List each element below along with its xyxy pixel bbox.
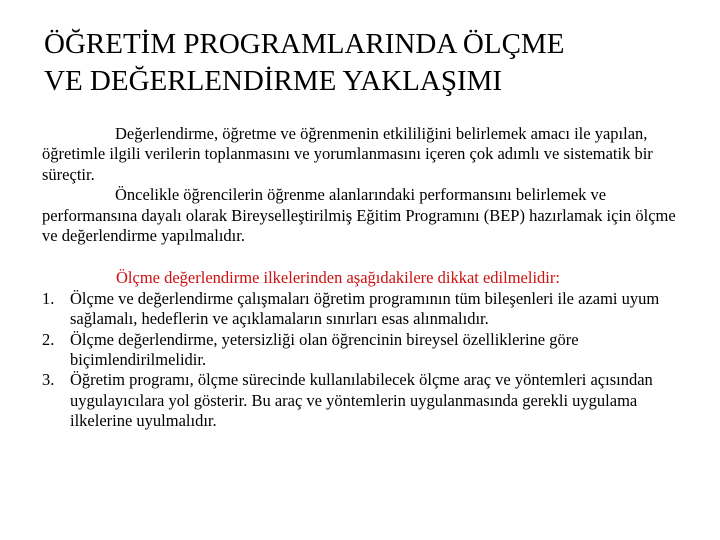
list-item xyxy=(42,370,692,431)
principles-list xyxy=(42,289,692,432)
list-item-text: Ölçme ve değerlendirme çalışmaları öğretim programının tüm bileşenleri ile azami uyum sağlamalı, hedeflerin ve açıklamaların sınırları esas alınmalıdır. xyxy=(70,288,660,329)
list-item-text: Öğretim programı, ölçme sürecinde kullanılabilecek ölçme araç ve yöntemleri açısından uygulayıcılara yol gösterir. Bu araç ve yöntemlerin uygulanmasında gerekli uygulama ilkelerine uyulmalıdır. xyxy=(70,370,653,431)
slide-title xyxy=(44,26,704,100)
list-item-text: Ölçme değerlendirme, yetersizliği olan öğrencinin bireysel özelliklerine göre biçimlendirilmelidir. xyxy=(70,329,579,370)
list-item-number: 3. xyxy=(42,370,55,390)
list-item xyxy=(42,330,692,371)
list-item-number: 1. xyxy=(42,288,55,308)
list-item xyxy=(42,289,692,330)
slide-body xyxy=(42,124,692,432)
list-item-number: 2. xyxy=(42,329,55,349)
principles-intro: Ölçme değerlendirme ilkelerinden aşağıdakilere dikkat edilmelidir: xyxy=(116,268,560,288)
paragraph-definition: Değerlendirme, öğretme ve öğrenmenin etkililiğini belirlemek amacı ile yapılan, öğretimle ilgili verilerin toplanmasını ve yorumlanmasını içeren çok adımlı ve sistematik bir süreçtir. xyxy=(42,124,653,184)
paragraph-purpose: Öncelikle öğrencilerin öğrenme alanlarındaki performansını belirlemek ve performansına dayalı olarak Bireyselleştirilmiş Eğitim Programını (BEP) hazırlamak için ölçme ve değerlendirme yapılmalıdır. xyxy=(42,185,676,246)
title-line-2: VE DEĞERLENDİRME YAKLAŞIMI xyxy=(44,65,503,97)
title-line-1: ÖĞRETİM PROGRAMLARINDA ÖLÇME xyxy=(44,28,565,60)
